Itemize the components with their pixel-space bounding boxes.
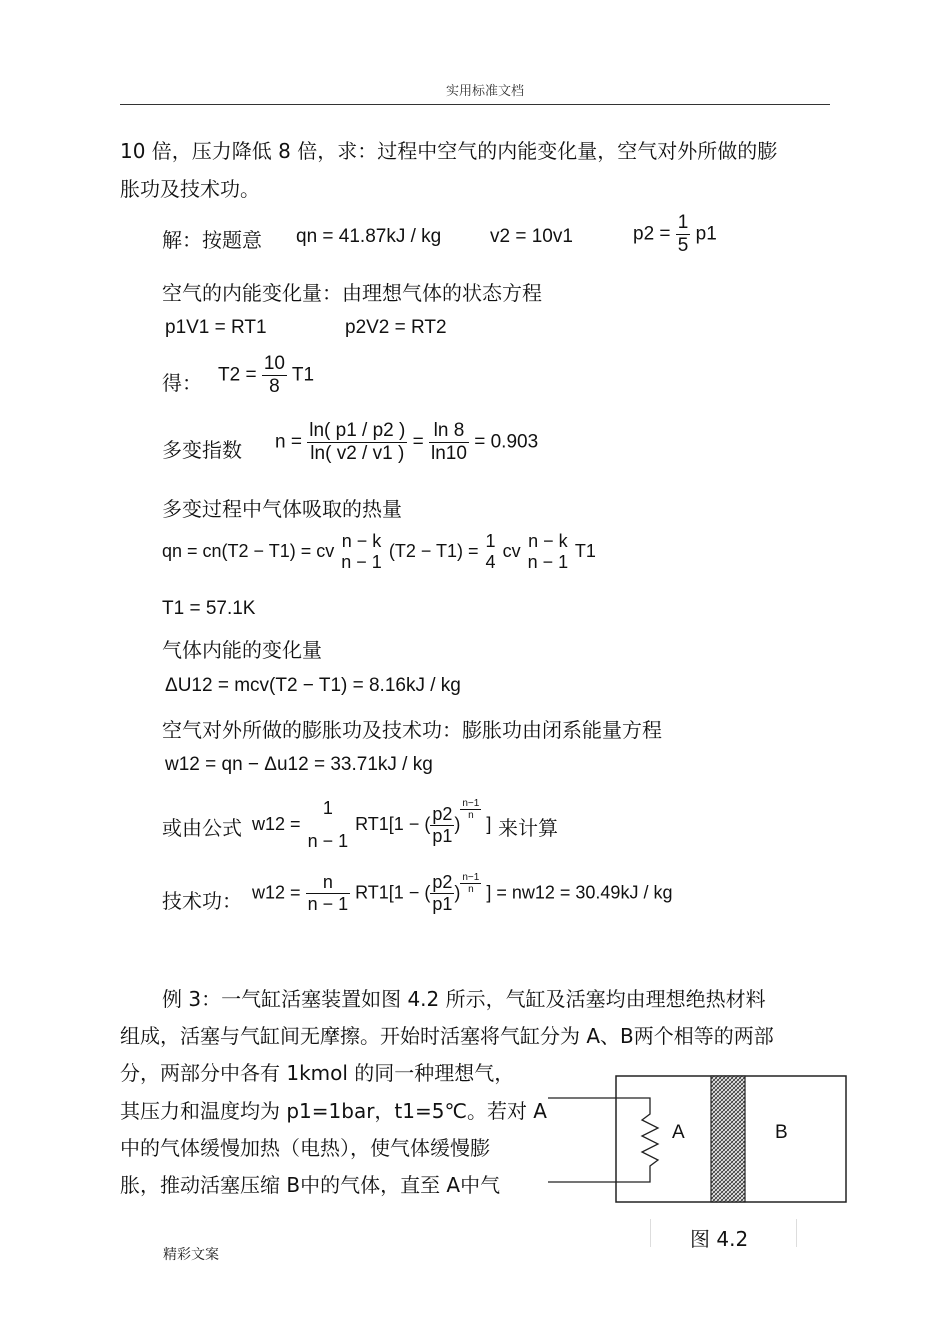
tech-close: ) xyxy=(454,882,461,903)
tech-exp-den: n xyxy=(460,883,481,895)
heat-heading: 多变过程中气体吸取的热量 xyxy=(162,497,402,521)
formula-pden: p1 xyxy=(432,825,453,846)
header-rule xyxy=(120,104,830,105)
tech-den: n − 1 xyxy=(307,894,349,914)
heat-num-1: n − k xyxy=(341,531,382,551)
heat-den-2: 4 xyxy=(485,552,496,572)
p2-den: 5 xyxy=(677,235,689,256)
heat-frac-1 xyxy=(339,531,384,573)
tech-exp xyxy=(460,872,481,895)
p2-lhs: p2 = xyxy=(633,223,671,245)
cylinder-figure xyxy=(540,1070,860,1215)
tech-label: 技术功： xyxy=(162,889,242,913)
heat-den-1: n − 1 xyxy=(341,552,382,572)
page-header: 实用标准文档 xyxy=(446,84,525,99)
poly-label: 多变指数 xyxy=(162,438,242,462)
heat-num-3: n − k xyxy=(528,531,568,551)
poly-num: ln( p1 / p2 ) xyxy=(309,420,406,441)
intro-line-2: 胀功及技术功。 xyxy=(120,177,260,201)
example-line-1: 例 3：一气缸活塞装置如图 4.2 所示，气缸及活塞均由理想绝热材料 xyxy=(162,987,766,1011)
solution-label: 解：按题意 xyxy=(162,228,262,252)
formula-label: 或由公式 xyxy=(162,816,242,840)
formula-exp-num: n−1 xyxy=(462,798,480,809)
piston xyxy=(711,1076,745,1202)
heat-cv: cv xyxy=(502,540,521,561)
poly-num-2: ln 8 xyxy=(433,420,465,441)
poly-eq: = xyxy=(412,431,424,453)
example-line-6: 胀，推动活塞压缩 B中的气体，直至 A中气 xyxy=(120,1173,501,1197)
tech-pnum: p2 xyxy=(432,872,453,892)
heater-wire xyxy=(548,1098,658,1182)
formula-exp xyxy=(460,798,481,821)
formula-frac xyxy=(306,798,351,852)
formula-end: ] xyxy=(486,813,492,834)
formula-pnum: p2 xyxy=(432,803,453,824)
heat-equation xyxy=(162,531,596,573)
tech-exp-num: n−1 xyxy=(462,872,480,883)
given-v2: v2 = 10v1 xyxy=(490,226,573,247)
formula-p-frac xyxy=(430,804,454,847)
poly-frac-1 xyxy=(307,420,407,465)
poly-den-2: ln10 xyxy=(431,443,467,464)
figure-caption: 图 4.2 xyxy=(690,1227,749,1251)
tech-rt: RT1[1 − ( xyxy=(355,882,431,903)
formula-close: ) xyxy=(454,813,461,834)
tech-w: w12 = xyxy=(252,882,301,903)
p2-rhs: p1 xyxy=(695,223,717,245)
heat-num-2: 1 xyxy=(485,531,496,551)
poly-n: n = xyxy=(275,431,302,453)
t2-equation xyxy=(218,353,314,398)
formula-den: n − 1 xyxy=(307,831,349,851)
w12-equation: w12 = qn − Δu12 = 33.71kJ / kg xyxy=(165,754,433,775)
formula-tail: 来计算 xyxy=(498,816,558,840)
internal-energy-heading: 空气的内能变化量：由理想气体的状态方程 xyxy=(162,281,542,305)
label-a: A xyxy=(672,1122,685,1143)
given-p2 xyxy=(633,212,717,257)
state-eq-1: p1V1 = RT1 xyxy=(165,317,267,338)
state-eq-2: p2V2 = RT2 xyxy=(345,317,447,338)
given-qn: qn = 41.87kJ / kg xyxy=(296,226,442,247)
t1-value: T1 = 57.1K xyxy=(162,598,256,619)
page-footer: 精彩文案 xyxy=(163,1247,219,1263)
t2-fraction xyxy=(262,353,287,398)
poly-result: = 0.903 xyxy=(474,431,539,453)
formula-rt: RT1[1 − ( xyxy=(355,813,431,834)
formula-equation xyxy=(252,798,491,852)
poly-equation xyxy=(275,420,538,465)
heat-t1: T1 xyxy=(574,540,596,561)
heat-frac-2 xyxy=(484,531,498,573)
get-label: 得： xyxy=(162,371,202,395)
example-line-4: 其压力和温度均为 p1=1bar，t1=5℃。若对 A xyxy=(120,1099,547,1123)
example-line-2: 组成，活塞与气缸间无摩擦。开始时活塞将气缸分为 A、B两个相等的两部 xyxy=(120,1024,774,1048)
caption-rule-left xyxy=(650,1219,651,1247)
t2-lhs: T2 = xyxy=(218,364,257,386)
t2-rhs: T1 xyxy=(291,364,315,386)
t2-den: 8 xyxy=(262,375,287,398)
tech-num: n xyxy=(322,872,333,892)
poly-den: ln( v2 / v1 ) xyxy=(307,442,407,465)
tech-end: ] = nw12 = 30.49kJ / kg xyxy=(486,882,673,903)
du-equation: ΔU12 = mcv(T2 − T1) = 8.16kJ / kg xyxy=(165,675,461,696)
caption-rule-right xyxy=(796,1219,797,1247)
heat-den-3: n − 1 xyxy=(527,552,569,572)
tech-pden: p1 xyxy=(432,894,453,914)
p2-num: 1 xyxy=(677,212,689,233)
heat-lhs: qn = cn(T2 − T1) = cv xyxy=(162,540,335,561)
tech-equation xyxy=(252,872,672,915)
poly-frac-2 xyxy=(429,420,469,465)
heat-mid: (T2 − T1) = xyxy=(388,540,479,561)
tech-p-frac xyxy=(430,872,454,915)
example-line-3: 分，两部分中各有 1kmol 的同一种理想气， xyxy=(120,1061,515,1085)
label-b: B xyxy=(775,1122,788,1143)
tech-frac xyxy=(306,872,351,915)
heat-frac-3 xyxy=(526,531,571,573)
formula-num: 1 xyxy=(322,798,333,818)
p2-fraction xyxy=(676,212,691,257)
formula-exp-den: n xyxy=(460,809,481,821)
intro-line-1: 10 倍，压力降低 8 倍，求：过程中空气的内能变化量，空气对外所做的膨 xyxy=(120,139,778,163)
t2-num: 10 xyxy=(263,353,285,374)
du-heading: 气体内能的变化量 xyxy=(162,638,322,662)
work-heading: 空气对外所做的膨胀功及技术功：膨胀功由闭系能量方程 xyxy=(162,718,662,742)
formula-w: w12 = xyxy=(252,813,301,834)
example-line-5: 中的气体缓慢加热（电热），使气体缓慢膨 xyxy=(120,1136,490,1160)
